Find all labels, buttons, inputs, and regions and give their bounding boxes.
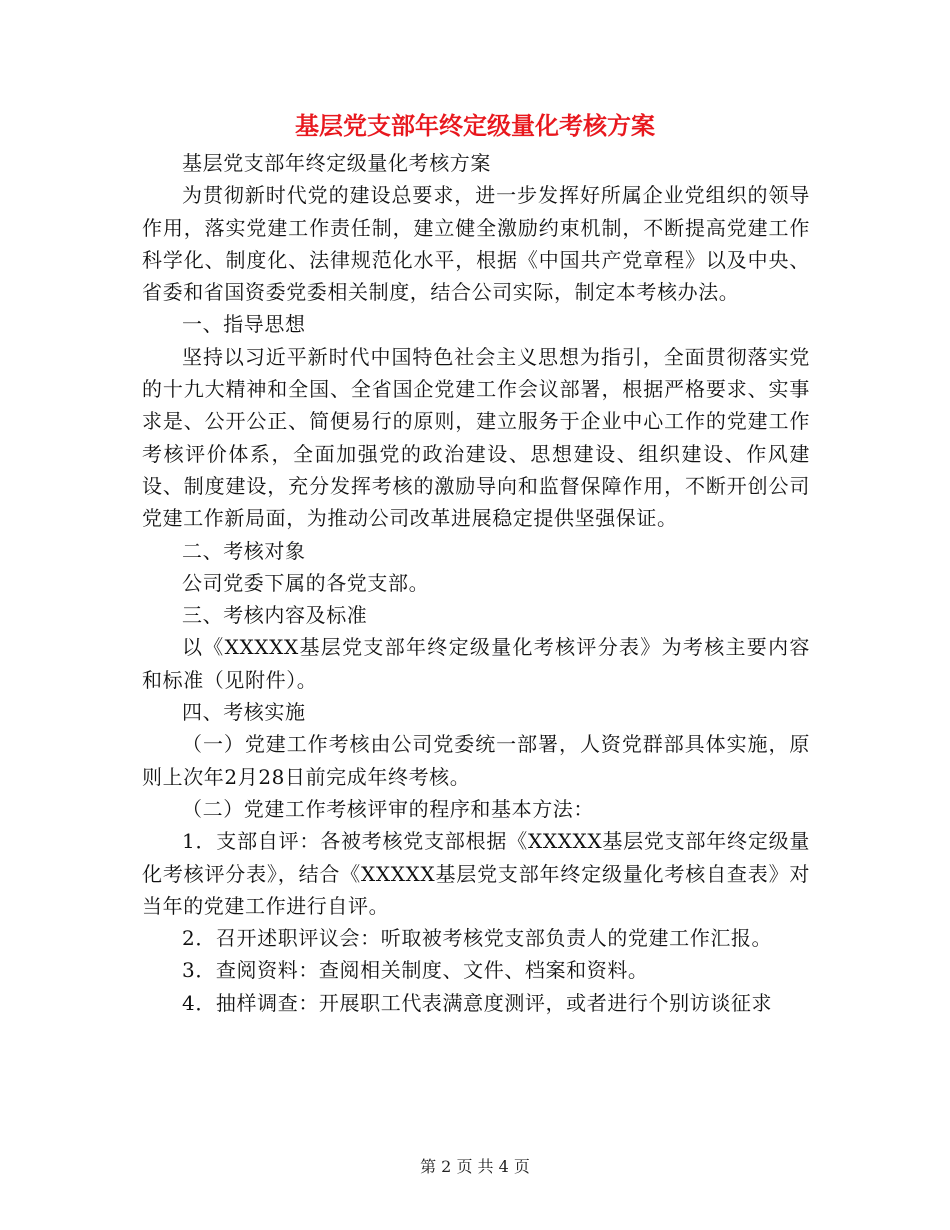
document-title: 基层党支部年终定级量化考核方案: [295, 111, 655, 140]
section-heading-guiding-thought: 一、指导思想: [182, 312, 306, 337]
section-heading-implementation: 四、考核实施: [182, 700, 306, 725]
list-item-self-evaluation: 1．支部自评：各被考核党支部根据《XXXXX基层党支部年终定级量化考核评分表》，结合《XXXXX基层党支部年终定级量化考核自查表》对当年的党建工作进行自评。: [142, 829, 810, 918]
document-body: [142, 147, 810, 1019]
paragraph-implementation-2: （二）党建工作考核评审的程序和基本方法：: [182, 796, 594, 821]
paragraph-content-standards: 以《XXXXX基层党支部年终定级量化考核评分表》为考核主要内容和标准（见附件）。: [142, 635, 810, 692]
paragraph-subtitle: 基层党支部年终定级量化考核方案: [182, 151, 491, 175]
paragraph-implementation-1: （一）党建工作考核由公司党委统一部署，人资党群部具体实施，原则上次年2月28日前完成年终考核。: [142, 732, 810, 789]
paragraph-assessment-target: 公司党委下属的各党支部。: [182, 570, 430, 595]
list-item-document-review: 3．查阅资料：查阅相关制度、文件、档案和资料。: [182, 958, 649, 983]
paragraph-intro: 为贯彻新时代党的建设总要求，进一步发挥好所属企业党组织的领导作用，落实党建工作责任制，建立健全激励约束机制，不断提高党建工作科学化、制度化、法律规范化水平，根据《中国共产党章程》以及中央、省委和省国资委党委相关制度，结合公司实际，制定本考核办法。: [142, 183, 810, 305]
page-number: 第 2 页 共 4 页: [420, 1157, 530, 1176]
list-item-review-meeting: 2．召开述职评议会：听取被考核党支部负责人的党建工作汇报。: [182, 926, 773, 951]
list-item-sampling-survey: 4．抽样调查：开展职工代表满意度测评，或者进行个别访谈征求: [182, 990, 773, 1015]
section-heading-assessment-target: 二、考核对象: [182, 538, 306, 563]
paragraph-guiding-thought: 坚持以习近平新时代中国特色社会主义思想为指引，全面贯彻落实党的十九大精神和全国、全省国企党建工作会议部署，根据严格要求、实事求是、公开公正、简便易行的原则，建立服务于企业中心工作的党建工作考核评价体系，全面加强党的政治建设、思想建设、组织建设、作风建设、制度建设，充分发挥考核的激励导向和监督保障作用，不断开创公司党建工作新局面，为推动公司改革进展稳定提供坚强保证。: [142, 344, 810, 531]
section-heading-content-standards: 三、考核内容及标准: [182, 603, 368, 628]
